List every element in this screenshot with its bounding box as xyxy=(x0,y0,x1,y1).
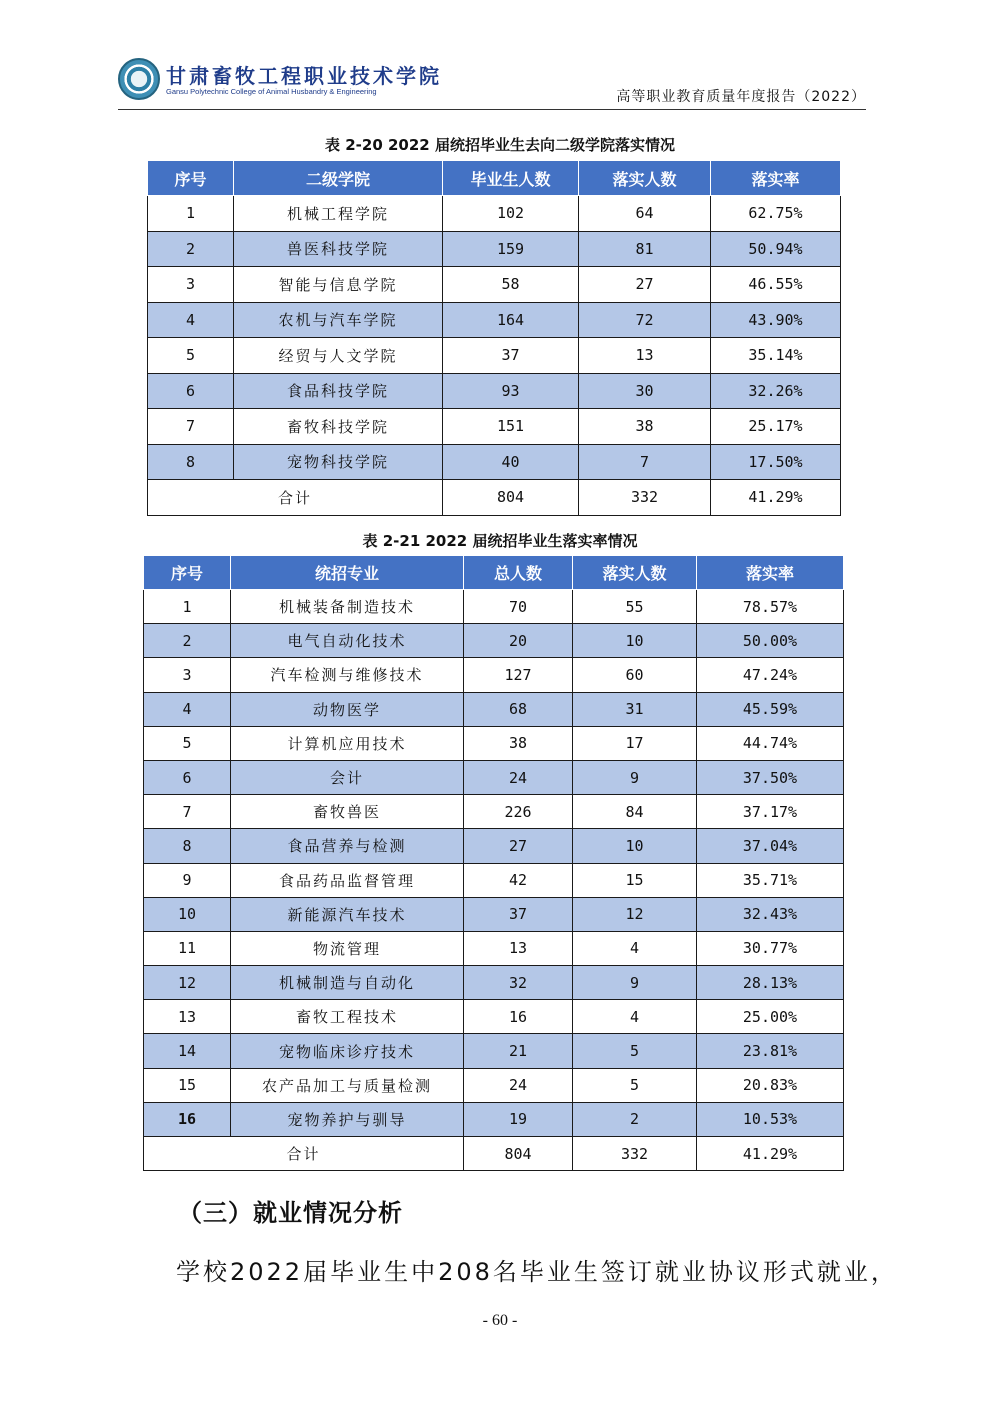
table-cell: 7 xyxy=(148,409,234,445)
table-cell: 164 xyxy=(443,302,579,338)
col-header-rate: 落实率 xyxy=(697,556,844,590)
table-cell: 35.71% xyxy=(697,863,844,897)
table-cell: 3 xyxy=(144,658,231,692)
table-cell: 27 xyxy=(464,829,573,863)
table-cell: 93 xyxy=(443,373,579,409)
total-cell: 41.29% xyxy=(711,480,841,516)
table-cell: 2 xyxy=(148,231,234,267)
table-major-placement xyxy=(143,555,844,1171)
table-cell: 电气自动化技术 xyxy=(231,624,464,658)
table-cell: 2 xyxy=(573,1102,697,1136)
table-row xyxy=(144,966,844,1000)
table-cell: 4 xyxy=(573,1000,697,1034)
table-cell: 16 xyxy=(144,1102,231,1136)
table-cell: 计算机应用技术 xyxy=(231,726,464,760)
total-cell: 332 xyxy=(579,480,711,516)
table-row xyxy=(144,795,844,829)
table-cell: 81 xyxy=(579,231,711,267)
table-cell: 45.59% xyxy=(697,692,844,726)
table-cell: 30.77% xyxy=(697,931,844,965)
col-header-college: 二级学院 xyxy=(234,161,443,196)
table-cell: 38 xyxy=(464,726,573,760)
table-cell: 10.53% xyxy=(697,1102,844,1136)
table-row xyxy=(144,1034,844,1068)
college-logo-icon xyxy=(118,58,160,100)
table-cell: 15 xyxy=(573,863,697,897)
table-cell: 78.57% xyxy=(697,590,844,624)
table-cell: 食品药品监督管理 xyxy=(231,863,464,897)
table-cell: 25.00% xyxy=(697,1000,844,1034)
table-cell: 1 xyxy=(148,196,234,232)
table-row xyxy=(144,692,844,726)
table-cell: 70 xyxy=(464,590,573,624)
table-cell: 24 xyxy=(464,760,573,794)
table-cell: 畜牧工程技术 xyxy=(231,1000,464,1034)
table-cell: 17.50% xyxy=(711,444,841,480)
table-cell: 9 xyxy=(144,863,231,897)
table2-caption: 表 2-21 2022 届统招毕业生落实率情况 xyxy=(362,532,638,550)
table-cell: 16 xyxy=(464,1000,573,1034)
table-cell: 72 xyxy=(579,302,711,338)
table-cell: 宠物科技学院 xyxy=(234,444,443,480)
table-cell: 159 xyxy=(443,231,579,267)
college-name-cn: 甘肃畜牧工程职业技术学院 xyxy=(166,64,442,88)
table-cell: 37.17% xyxy=(697,795,844,829)
table-college-placement xyxy=(147,160,841,516)
total-cell: 41.29% xyxy=(697,1137,844,1171)
table-cell: 5 xyxy=(144,726,231,760)
table-cell: 智能与信息学院 xyxy=(234,267,443,303)
table-cell: 40 xyxy=(443,444,579,480)
table-cell: 物流管理 xyxy=(231,931,464,965)
table-cell: 7 xyxy=(579,444,711,480)
table-cell: 37.50% xyxy=(697,760,844,794)
table-cell: 60 xyxy=(573,658,697,692)
table-row xyxy=(144,726,844,760)
table-cell: 食品科技学院 xyxy=(234,373,443,409)
table-cell: 农产品加工与质量检测 xyxy=(231,1068,464,1102)
table-row xyxy=(144,760,844,794)
table-row xyxy=(144,829,844,863)
table-cell: 84 xyxy=(573,795,697,829)
table-cell: 38 xyxy=(579,409,711,445)
table-cell: 32.26% xyxy=(711,373,841,409)
table-row xyxy=(144,1068,844,1102)
table-cell: 10 xyxy=(573,829,697,863)
table-row xyxy=(144,863,844,897)
table-cell: 15 xyxy=(144,1068,231,1102)
table-cell: 42 xyxy=(464,863,573,897)
page-number: - 60 - xyxy=(482,1312,518,1329)
table-cell: 32.43% xyxy=(697,897,844,931)
table-row xyxy=(148,338,841,374)
table-cell: 47.24% xyxy=(697,658,844,692)
table-row xyxy=(148,409,841,445)
table-total-row xyxy=(144,1137,844,1171)
table-row xyxy=(148,302,841,338)
table-cell: 11 xyxy=(144,931,231,965)
table-cell: 37 xyxy=(443,338,579,374)
table-cell: 64 xyxy=(579,196,711,232)
table-cell: 21 xyxy=(464,1034,573,1068)
col-header-placed: 落实人数 xyxy=(579,161,711,196)
table-cell: 机械制造与自动化 xyxy=(231,966,464,1000)
total-label: 合计 xyxy=(144,1137,464,1171)
college-name-en: Gansu Polytechnic College of Animal Husbandry & Engineering xyxy=(166,87,377,96)
table-cell: 6 xyxy=(148,373,234,409)
table-row xyxy=(148,267,841,303)
table-cell: 17 xyxy=(573,726,697,760)
table-cell: 10 xyxy=(144,897,231,931)
table-cell: 68 xyxy=(464,692,573,726)
table-cell: 127 xyxy=(464,658,573,692)
table-cell: 58 xyxy=(443,267,579,303)
col-header-index: 序号 xyxy=(144,556,231,590)
table-cell: 3 xyxy=(148,267,234,303)
col-header-total: 总人数 xyxy=(464,556,573,590)
table-row xyxy=(144,1102,844,1136)
table-cell: 汽车检测与维修技术 xyxy=(231,658,464,692)
total-label: 合计 xyxy=(148,480,443,516)
table-header-row xyxy=(148,161,841,196)
table-cell: 20 xyxy=(464,624,573,658)
table-cell: 6 xyxy=(144,760,231,794)
table-cell: 13 xyxy=(464,931,573,965)
table1-caption: 表 2-20 2022 届统招毕业生去向二级学院落实情况 xyxy=(325,136,675,154)
table-cell: 4 xyxy=(573,931,697,965)
table-cell: 37 xyxy=(464,897,573,931)
report-title: 高等职业教育质量年度报告（2022） xyxy=(616,89,866,105)
table-cell: 8 xyxy=(148,444,234,480)
total-cell: 804 xyxy=(464,1137,573,1171)
table-cell: 8 xyxy=(144,829,231,863)
col-header-major: 统招专业 xyxy=(231,556,464,590)
table-cell: 1 xyxy=(144,590,231,624)
table-cell: 兽医科技学院 xyxy=(234,231,443,267)
table-total-row xyxy=(148,480,841,516)
table-cell: 宠物养护与驯导 xyxy=(231,1102,464,1136)
col-header-graduates: 毕业生人数 xyxy=(443,161,579,196)
table-cell: 食品营养与检测 xyxy=(231,829,464,863)
table-cell: 12 xyxy=(144,966,231,1000)
table-cell: 动物医学 xyxy=(231,692,464,726)
table-cell: 24 xyxy=(464,1068,573,1102)
table-cell: 农机与汽车学院 xyxy=(234,302,443,338)
table-cell: 畜牧兽医 xyxy=(231,795,464,829)
table-cell: 102 xyxy=(443,196,579,232)
table-cell: 27 xyxy=(579,267,711,303)
table-cell: 19 xyxy=(464,1102,573,1136)
table-cell: 13 xyxy=(579,338,711,374)
table-cell: 5 xyxy=(573,1034,697,1068)
table-row xyxy=(148,444,841,480)
total-cell: 332 xyxy=(573,1137,697,1171)
table-cell: 35.14% xyxy=(711,338,841,374)
table-cell: 43.90% xyxy=(711,302,841,338)
table-cell: 机械工程学院 xyxy=(234,196,443,232)
col-header-rate: 落实率 xyxy=(711,161,841,196)
table-cell: 30 xyxy=(579,373,711,409)
table-cell: 151 xyxy=(443,409,579,445)
table-cell: 畜牧科技学院 xyxy=(234,409,443,445)
table-cell: 9 xyxy=(573,966,697,1000)
body-paragraph: 学校2022届毕业生中208名毕业生签订就业协议形式就业， xyxy=(176,1258,898,1286)
col-header-placed: 落实人数 xyxy=(573,556,697,590)
table-row xyxy=(144,658,844,692)
table-cell: 46.55% xyxy=(711,267,841,303)
table-cell: 12 xyxy=(573,897,697,931)
table-row xyxy=(148,373,841,409)
table-cell: 32 xyxy=(464,966,573,1000)
table-cell: 经贸与人文学院 xyxy=(234,338,443,374)
table-row xyxy=(144,624,844,658)
table-cell: 13 xyxy=(144,1000,231,1034)
table-cell: 4 xyxy=(148,302,234,338)
table-cell: 31 xyxy=(573,692,697,726)
table-row xyxy=(148,196,841,232)
table-cell: 机械装备制造技术 xyxy=(231,590,464,624)
table-row xyxy=(144,590,844,624)
table-cell: 23.81% xyxy=(697,1034,844,1068)
table-cell: 20.83% xyxy=(697,1068,844,1102)
table-cell: 14 xyxy=(144,1034,231,1068)
table-cell: 226 xyxy=(464,795,573,829)
table-cell: 50.94% xyxy=(711,231,841,267)
table-cell: 4 xyxy=(144,692,231,726)
col-header-index: 序号 xyxy=(148,161,234,196)
table-cell: 25.17% xyxy=(711,409,841,445)
table-cell: 28.13% xyxy=(697,966,844,1000)
table-row xyxy=(144,1000,844,1034)
section-heading: （三）就业情况分析 xyxy=(178,1199,403,1227)
table-cell: 37.04% xyxy=(697,829,844,863)
table-cell: 44.74% xyxy=(697,726,844,760)
table-cell: 62.75% xyxy=(711,196,841,232)
table-cell: 10 xyxy=(573,624,697,658)
table-row xyxy=(144,897,844,931)
table-cell: 2 xyxy=(144,624,231,658)
total-cell: 804 xyxy=(443,480,579,516)
table-row xyxy=(148,231,841,267)
page-header xyxy=(118,52,866,110)
table-cell: 会计 xyxy=(231,760,464,794)
header-divider xyxy=(118,109,866,110)
table-cell: 9 xyxy=(573,760,697,794)
table-header-row xyxy=(144,556,844,590)
table-cell: 50.00% xyxy=(697,624,844,658)
table-row xyxy=(144,931,844,965)
table-cell: 55 xyxy=(573,590,697,624)
table-cell: 新能源汽车技术 xyxy=(231,897,464,931)
table-cell: 5 xyxy=(148,338,234,374)
table-cell: 5 xyxy=(573,1068,697,1102)
table-cell: 宠物临床诊疗技术 xyxy=(231,1034,464,1068)
table-cell: 7 xyxy=(144,795,231,829)
